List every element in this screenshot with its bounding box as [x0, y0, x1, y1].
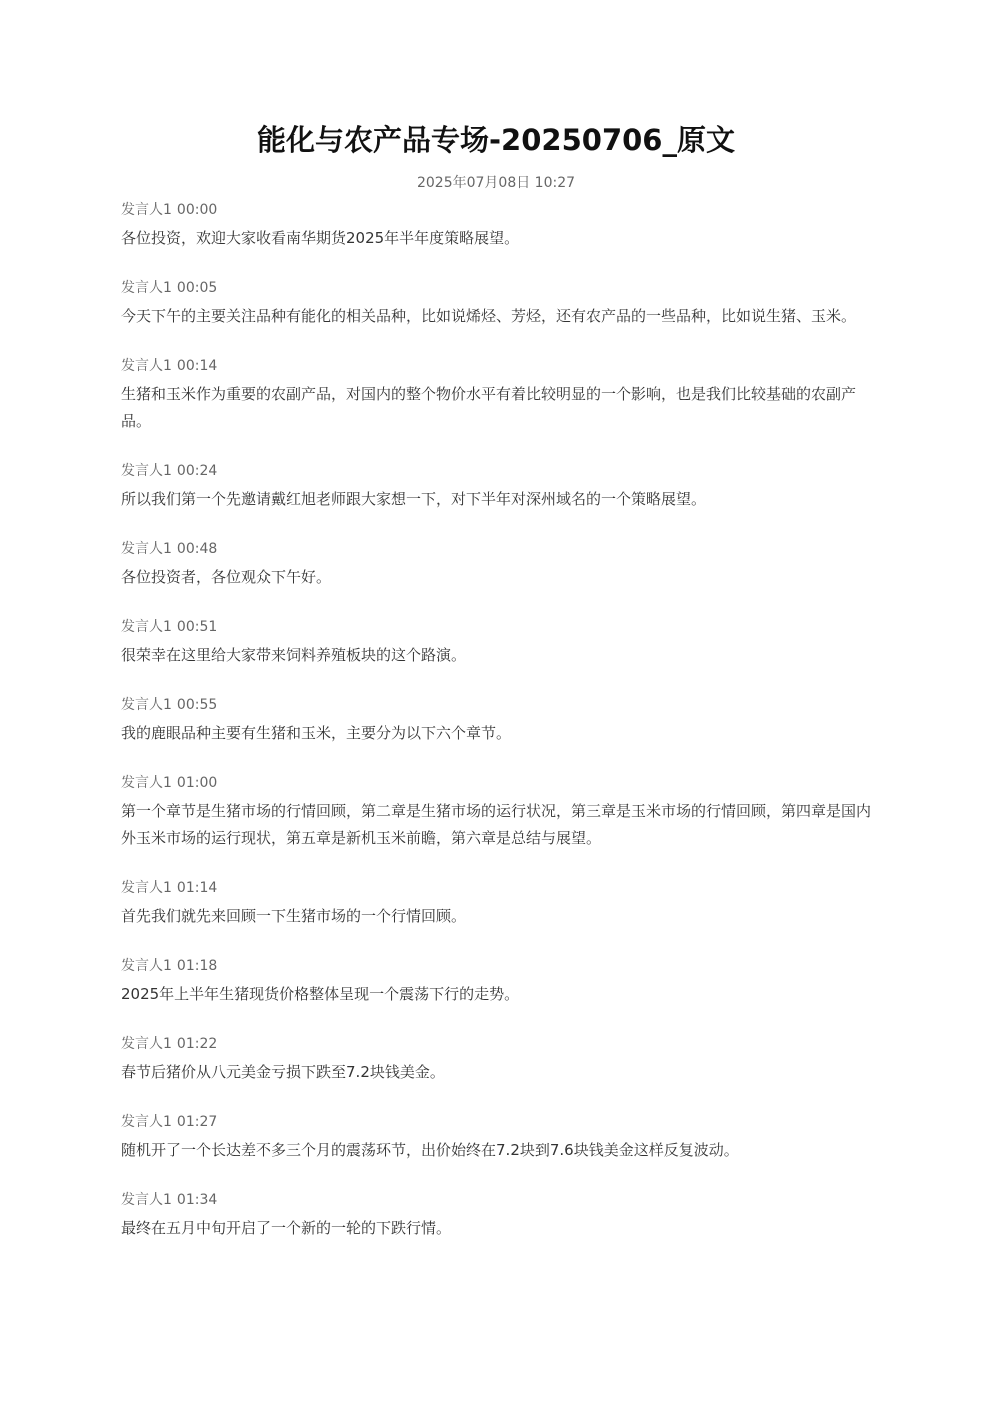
timestamp: 00:55: [176, 697, 218, 713]
transcript-entry: [121, 198, 873, 252]
speaker-name: 发言人1: [121, 1192, 172, 1208]
entry-text: 很荣幸在这里给大家带来饲料养殖板块的这个路演。: [121, 646, 467, 664]
entry-text: 春节后猪价从八元美金亏损下跌至7.2块钱美金。: [121, 1063, 445, 1081]
entry-text: 所以我们第一个先邀请戴红旭老师跟大家想一下，对下半年对深州域名的一个策略展望。: [121, 490, 707, 508]
speaker-name: 发言人1: [121, 775, 172, 791]
entry-text: 随机开了一个长达差不多三个月的震荡环节，出价始终在7.2块到7.6块钱美金这样反复波动。: [121, 1141, 739, 1159]
timestamp: 00:00: [176, 202, 218, 218]
speaker-name: 发言人1: [121, 358, 172, 374]
transcript-entry: [121, 693, 873, 747]
speaker-name: 发言人1: [121, 880, 172, 896]
speaker-line: [121, 459, 873, 483]
speaker-line: [121, 1110, 873, 1134]
speaker-name: 发言人1: [121, 1036, 172, 1052]
transcript-entry: [121, 537, 873, 591]
transcript-entry: [121, 771, 873, 852]
timestamp: 01:27: [176, 1114, 218, 1130]
timestamp: 00:14: [176, 358, 218, 374]
speaker-line: [121, 954, 873, 978]
transcript-entry: [121, 354, 873, 435]
transcript-entry: [121, 276, 873, 330]
speaker-line: [121, 693, 873, 717]
speaker-name: 发言人1: [121, 1114, 172, 1130]
transcript-entry: [121, 1188, 873, 1242]
entry-text: 最终在五月中旬开启了一个新的一轮的下跌行情。: [121, 1219, 452, 1237]
speaker-name: 发言人1: [121, 280, 172, 296]
speaker-name: 发言人1: [121, 202, 172, 218]
speaker-name: 发言人1: [121, 541, 172, 557]
entry-text: 首先我们就先来回顾一下生猪市场的一个行情回顾。: [121, 907, 467, 925]
transcript-entry: [121, 1032, 873, 1086]
transcript-entry: [121, 954, 873, 1008]
speaker-line: [121, 537, 873, 561]
entry-text: 生猪和玉米作为重要的农副产品，对国内的整个物价水平有着比较明显的一个影响，也是我们比较基础的农副产品。: [121, 385, 857, 430]
timestamp: 00:05: [176, 280, 218, 296]
entry-text: 各位投资者，各位观众下午好。: [121, 568, 332, 586]
speaker-name: 发言人1: [121, 619, 172, 635]
timestamp: 00:51: [176, 619, 218, 635]
timestamp: 01:34: [176, 1192, 218, 1208]
transcript-entry: [121, 615, 873, 669]
transcript-entry: [121, 459, 873, 513]
speaker-line: [121, 354, 873, 378]
timestamp: 00:24: [176, 463, 218, 479]
speaker-line: [121, 771, 873, 795]
speaker-line: [121, 615, 873, 639]
speaker-line: [121, 198, 873, 222]
speaker-name: 发言人1: [121, 463, 172, 479]
entry-text: 2025年上半年生猪现货价格整体呈现一个震荡下行的走势。: [121, 985, 520, 1003]
speaker-name: 发言人1: [121, 697, 172, 713]
document-date: 2025年07月08日 10:27: [416, 175, 576, 191]
timestamp: 01:22: [176, 1036, 218, 1052]
speaker-line: [121, 1188, 873, 1212]
speaker-line: [121, 276, 873, 300]
timestamp: 00:48: [176, 541, 218, 557]
speaker-line: [121, 876, 873, 900]
speaker-line: [121, 1032, 873, 1056]
timestamp: 01:18: [176, 958, 218, 974]
timestamp: 01:14: [176, 880, 218, 896]
entry-text: 我的鹿眼品种主要有生猪和玉米，主要分为以下六个章节。: [121, 724, 512, 742]
entry-text: 今天下午的主要关注品种有能化的相关品种，比如说烯烃、芳烃，还有农产品的一些品种，比如说生猪、玉米。: [121, 307, 857, 325]
timestamp: 01:00: [176, 775, 218, 791]
transcript-entry: [121, 876, 873, 930]
speaker-name: 发言人1: [121, 958, 172, 974]
transcript-entry: [121, 1110, 873, 1164]
transcript: [121, 198, 873, 1266]
entry-text: 各位投资，欢迎大家收看南华期货2025年半年度策略展望。: [121, 229, 520, 247]
entry-text: 第一个章节是生猪市场的行情回顾，第二章是生猪市场的运行状况，第三章是玉米市场的行情回顾，第四章是国内外玉米市场的运行现状，第五章是新机玉米前瞻，第六章是总结与展望。: [121, 802, 872, 847]
document-title: 能化与农产品专场-20250706_原文: [257, 123, 735, 157]
